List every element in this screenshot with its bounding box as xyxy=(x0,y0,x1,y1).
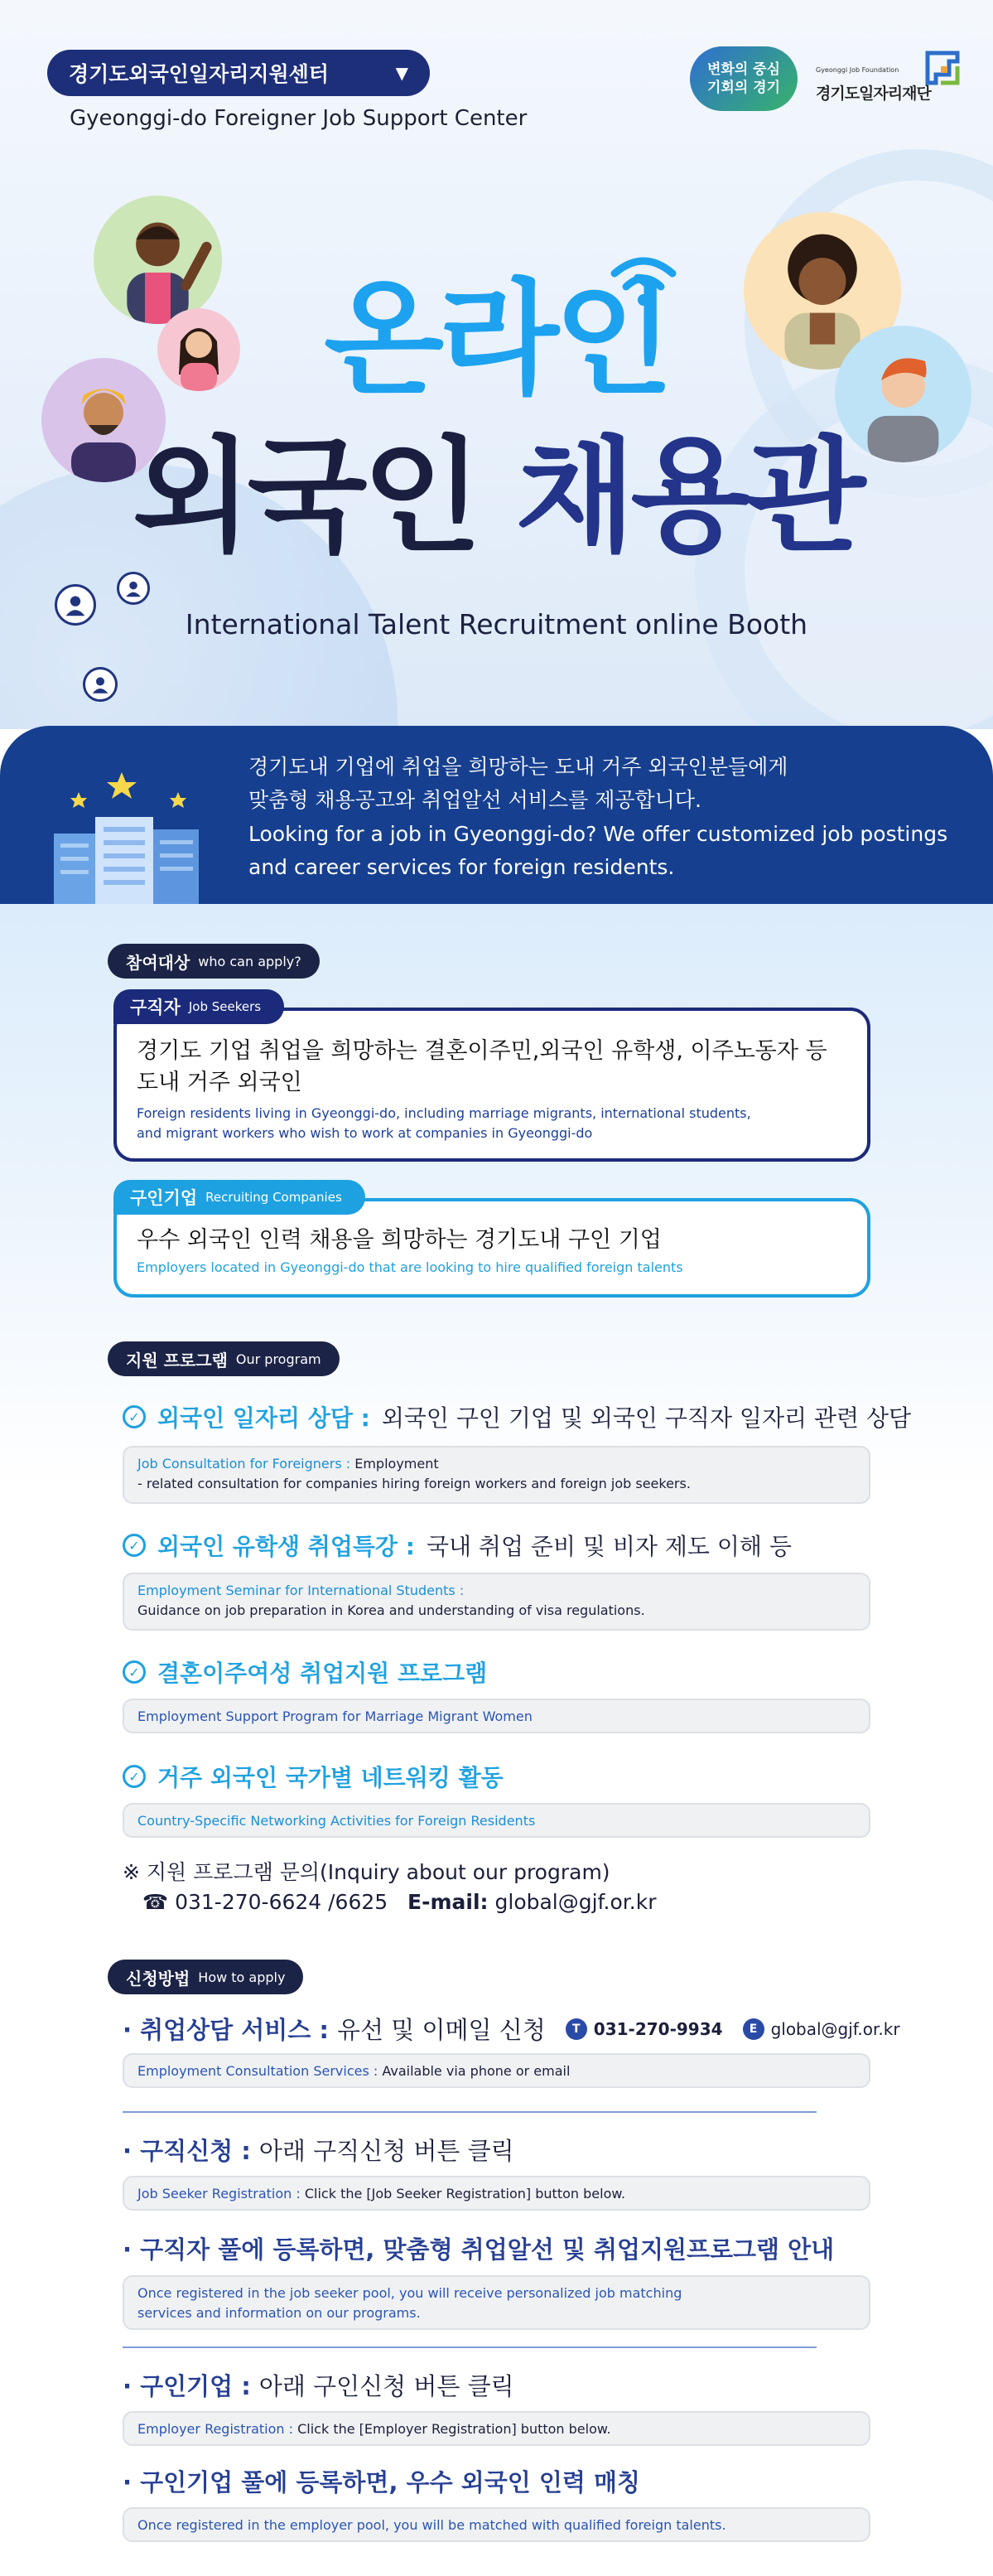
consult-email[interactable] xyxy=(743,2018,900,2040)
program-en-text: Employment xyxy=(350,1456,439,1472)
slogan-line: 기회의 경기 xyxy=(706,80,781,96)
program-item-title xyxy=(123,1400,911,1433)
check-circle-icon: ✓ xyxy=(123,1534,146,1557)
program-item-title xyxy=(123,1655,487,1689)
apply-consult-title xyxy=(123,2012,900,2046)
card-en-line: Employers located in Gyeonggi-do that are looking to hire qualified foreign talents xyxy=(137,1259,683,1275)
banner-text xyxy=(248,751,947,883)
slogan-line: 변화의 중심 xyxy=(706,61,781,78)
section-label-who xyxy=(108,944,320,979)
program-title-text: 거주 외국인 국가별 네트워킹 활동 xyxy=(157,1764,504,1791)
apply-desc-text: 유선 및 이메일 신청 xyxy=(337,2016,546,2044)
apply-detail-box xyxy=(123,2176,870,2211)
foundation-logo xyxy=(816,50,961,108)
program-en-text: Guidance on job preparation in Korea and understanding of visa regulations. xyxy=(137,1602,645,1618)
program-inquiry-contact xyxy=(142,1890,656,1914)
apply-employer-title xyxy=(123,2368,514,2402)
program-detail-box xyxy=(123,1446,870,1504)
tag-ko: 구인기업 xyxy=(130,1188,198,1208)
apply-detail-box xyxy=(123,2275,870,2330)
apply-detail-box xyxy=(123,2411,870,2446)
foundation-small-text: Gyeonggi Job Foundation xyxy=(816,66,899,74)
apply-en-text: Click the [Job Seeker Registration] button below. xyxy=(300,2186,626,2201)
apply-en-highlight: Employer Registration : xyxy=(137,2421,294,2437)
recruiting-companies-tag xyxy=(113,1180,365,1215)
banner-en-line: and career services for foreign residents. xyxy=(248,855,675,879)
banner-ko-line: 경기도내 기업에 취업을 희망하는 도내 거주 외국인분들에게 xyxy=(248,755,788,779)
apply-title-text: · 취업상담 서비스 : xyxy=(123,2016,330,2044)
apply-detail-box xyxy=(123,2053,870,2088)
program-desc-text: 외국인 구인 기업 및 외국인 구직자 일자리 관련 상담 xyxy=(381,1404,912,1432)
center-name: 경기도외국인일자리지원센터 xyxy=(69,62,329,86)
hero-title-part: 채용관 xyxy=(515,425,861,569)
card-en-line: Foreign residents living in Gyeonggi-do, including marriage migrants, international students, xyxy=(137,1105,751,1121)
consult-phone[interactable] xyxy=(566,2018,723,2040)
consult-email-address: global@gjf.or.kr xyxy=(770,2018,900,2039)
card-en-line: and migrant workers who wish to work at companies in Gyeonggi-do xyxy=(137,1125,593,1141)
check-circle-icon: ✓ xyxy=(123,1765,146,1788)
apply-seeker-title xyxy=(123,2133,514,2167)
card-ko-line: 도내 거주 외국인 xyxy=(137,1070,302,1095)
apply-detail-box xyxy=(123,2507,870,2542)
intro-banner xyxy=(0,726,993,904)
inquiry-email-label: E-mail: xyxy=(407,1890,489,1914)
hero-title-booth xyxy=(0,425,993,569)
banner-ko-line: 맞춤형 채용공고와 취업알선 서비스를 제공합니다. xyxy=(248,788,701,812)
apply-desc-text: 아래 구인신청 버튼 클릭 xyxy=(258,2372,514,2400)
email-icon: E xyxy=(743,2018,764,2040)
section-label-en: Our program xyxy=(235,1351,321,1367)
apply-desc-text: 아래 구직신청 버튼 클릭 xyxy=(258,2137,514,2165)
section-label-program xyxy=(108,1341,340,1376)
section-label-apply xyxy=(108,1960,303,1994)
section-label-en: who can apply? xyxy=(198,953,301,969)
center-name-en: Gyeonggi-do Foreigner Job Support Center xyxy=(70,106,528,131)
chevron-down-icon: ▼ xyxy=(395,63,408,83)
apply-title-text: · 구인기업 : xyxy=(123,2372,251,2400)
card-body xyxy=(137,1225,847,1278)
card-ko-line: 경기도 기업 취업을 희망하는 결혼이주민,외국인 유학생, 이주노동자 등 xyxy=(137,1038,827,1064)
apply-en-text: Once registered in the job seeker pool, you will receive personalized job matching xyxy=(137,2285,682,2301)
phone-icon: T xyxy=(566,2018,587,2040)
card-ko-line: 우수 외국인 인력 채용을 희망하는 경기도내 구인 기업 xyxy=(137,1227,662,1253)
section-label-ko: 지원 프로그램 xyxy=(126,1350,228,1370)
apply-employer-pool-title: · 구인기업 풀에 등록하면, 우수 외국인 인력 매칭 xyxy=(123,2468,640,2496)
program-item-title xyxy=(123,1760,504,1793)
program-en-text: - related consultation for companies hiring foreign workers and foreign job seekers. xyxy=(137,1476,691,1491)
program-en-highlight: Job Consultation for Foreigners : xyxy=(137,1456,351,1472)
job-seekers-tag xyxy=(113,989,284,1024)
program-en-highlight: Employment Support Program for Marriage Migrant Women xyxy=(137,1708,533,1724)
section-label-ko: 참여대상 xyxy=(126,952,190,973)
program-inquiry-title: ※ 지원 프로그램 문의(Inquiry about our program) xyxy=(123,1860,610,1884)
program-title-text: 결혼이주여성 취업지원 프로그램 xyxy=(157,1660,488,1687)
tag-en: Job Seekers xyxy=(188,999,262,1014)
slogan-logo xyxy=(690,46,798,111)
tag-en: Recruiting Companies xyxy=(205,1190,342,1205)
program-item-title xyxy=(123,1529,792,1562)
hero-title-online: 온라인 xyxy=(324,268,669,412)
consult-phone-number: 031-270-9934 xyxy=(593,2018,723,2039)
job-seekers-card xyxy=(113,998,870,1162)
card-en-text xyxy=(137,1104,847,1143)
section-label-en: How to apply xyxy=(198,1969,286,1985)
apply-en-highlight: Employment Consultation Services : xyxy=(137,2063,378,2079)
hero-subtitle: International Talent Recruitment online Booth xyxy=(185,608,808,640)
hero-section xyxy=(0,0,993,729)
apply-en-text: Once registered in the employer pool, you will be matched with qualified foreign talents. xyxy=(137,2517,726,2533)
foundation-mark-icon xyxy=(924,50,961,86)
apply-seeker-pool-title: · 구직자 풀에 등록하면, 맞춤형 취업알선 및 취업지원프로그램 안내 xyxy=(123,2235,835,2264)
program-title-text: 외국인 일자리 상담 : xyxy=(157,1404,370,1432)
location-pin-icon xyxy=(83,667,118,702)
center-selector[interactable] xyxy=(47,50,430,96)
program-detail-box xyxy=(123,1803,870,1838)
divider xyxy=(123,2346,817,2348)
check-circle-icon: ✓ xyxy=(123,1660,146,1684)
program-en-highlight: Country-Specific Networking Activities for Foreign Residents xyxy=(137,1813,536,1829)
foundation-name: 경기도일자리재단 xyxy=(816,85,931,103)
apply-en-highlight: Job Seeker Registration : xyxy=(137,2186,301,2201)
apply-en-text: services and information on our programs. xyxy=(137,2305,421,2321)
section-label-ko: 신청방법 xyxy=(126,1968,190,1989)
location-pin-icon xyxy=(117,572,150,605)
apply-title-text: · 구직신청 : xyxy=(123,2137,251,2165)
banner-en-line: Looking for a job in Gyeonggi-do? We offer customized job postings xyxy=(248,822,948,846)
program-desc-text: 국내 취업 준비 및 비자 제도 이해 등 xyxy=(426,1533,792,1560)
program-en-highlight: Employment Seminar for International Students : xyxy=(137,1583,465,1598)
buildings-illustration xyxy=(46,767,215,904)
hero-title-part: 외국인 xyxy=(132,425,478,569)
apply-en-text: Click the [Employer Registration] button below. xyxy=(293,2421,611,2437)
divider xyxy=(123,2111,817,2113)
card-body xyxy=(137,1036,847,1143)
program-detail-box xyxy=(123,1573,870,1631)
inquiry-email[interactable]: global@gjf.or.kr xyxy=(494,1890,657,1914)
check-circle-icon: ✓ xyxy=(123,1405,146,1428)
recruiting-companies-card xyxy=(113,1188,870,1298)
program-detail-box xyxy=(123,1699,870,1733)
tag-ko: 구직자 xyxy=(130,998,181,1017)
inquiry-phone[interactable]: ☎ 031-270-6624 /6625 xyxy=(142,1890,388,1914)
program-title-text: 외국인 유학생 취업특강 : xyxy=(157,1533,415,1560)
apply-en-text: Available via phone or email xyxy=(378,2063,571,2079)
